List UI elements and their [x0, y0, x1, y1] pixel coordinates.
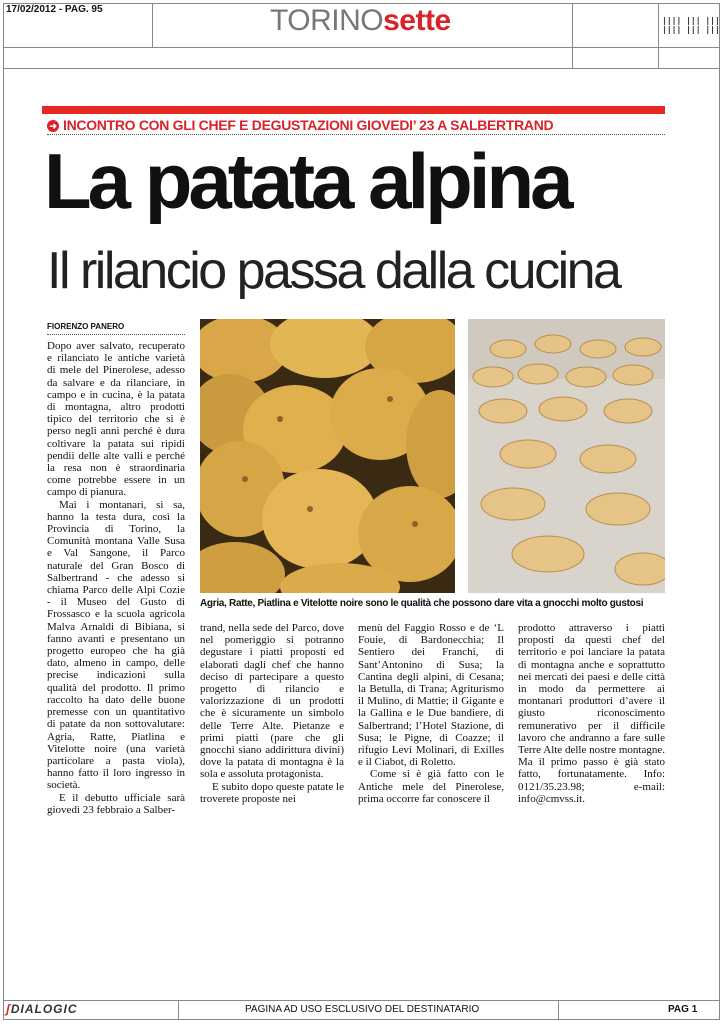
paragraph: E il debutto ufficiale sarà giovedì 23 febbraio a Salber- [47, 791, 185, 816]
logo-part2: sette [383, 4, 451, 37]
dotted-divider [47, 334, 185, 335]
kicker [47, 117, 553, 133]
newspaper-logo [270, 4, 451, 38]
logo-mark-icon: ʃ [6, 1002, 11, 1016]
headline: La patata alpina [44, 137, 570, 225]
header-divider [572, 3, 573, 68]
publication-date: 17/02/2012 - PAG. 95 [6, 4, 103, 15]
dialogic-logo [6, 1002, 78, 1016]
paragraph: trand, nella sede del Parco, dove nel pomeriggio si potranno degustare i piatti proposti ed elaborati dagli chef che hanno deciso di partecipare a questo progetto di rilancio e valorizzazione di un prodotti che è sicuramente un simbolo delle Terre Alte. Pietanze e primi piatti (pare che gli gnocchi siano addirittura divini) dove la patata di montagna è la sola e assoluta protagonista. [200, 622, 344, 781]
paragraph: Come si è già fatto con le Antiche mele del Pinerolese, prima occorre far conoscere il [358, 768, 504, 805]
footer-logo-text: DIALOGIC [10, 1002, 78, 1016]
gnocchi-photo [468, 319, 665, 593]
footer-divider [3, 1000, 720, 1001]
paragraph: Mai i montanari, si sa, hanno la testa dura, così la Provincia di Torino, la Comunità montana Valle Susa e Val Sangone, il Parco naturale del Gran Bosco di Salbertrand - che adesso si chiama Parco delle Alpi Cozie - il Museo del Gusto di Frossasco e la scuola agricola Malva Arnaldi di Bibiana, si fanno avanti e presentano un progetto europeo che ha già dato, almeno in campo, delle precise indicazioni sulla qualità del prodotto. Il primo raccolto ha dato delle buone premesse con un quantitativo di patate da non sottovalutare: Agria, Ratte, Piatlina e Vitelotte noire (una varietà particolare a pasta viola), hanno fatto il loro ingresso in società. [47, 498, 185, 792]
header-divider [658, 3, 659, 68]
logo-part1: TORINO [270, 4, 384, 37]
dotted-divider [47, 134, 665, 135]
arrow-right-icon: ➜ [47, 120, 59, 132]
article-column-1 [47, 340, 185, 816]
paragraph: prodotto attraverso i piatti proposti da questi chef del territorio e poi lanciare la patata di montagna anche e soprattutto nei mercati dei paesi e delle città in modo da permettere ai montanari produttori d’avere il giusto riconoscimento remunerativo per il difficile lavoro che andranno a fare sulle Terre Alte delle nostre montagne. Ma il primo passo è già stato fatto, fortunatamente. Info: 0121/35.23.98; e-mail: info@cmvss.it. [518, 622, 665, 805]
footer-divider [178, 1000, 179, 1020]
barcode-line: |||| ||| ||| [662, 25, 720, 34]
paragraph: Dopo aver salvato, recuperato e rilanciato le antiche varietà di mele del Pinerolese, adesso da salvare e da rilanciare, in campo e in cucina, è la patata di montagna, altro prodotti tipico del territorio che si è perso negli anni perché è dura coltivare la patata sui ripidi pendii delle alte valli e perché la resa non è straordinaria come potrebbe essere in un campo di pianura. [47, 340, 185, 499]
article-column-2 [200, 622, 344, 805]
barcode [662, 16, 720, 34]
author-byline: FIORENZO PANERO [47, 322, 125, 331]
article-column-4 [518, 622, 665, 805]
barcode-line: |||| ||| ||| [662, 16, 720, 25]
potatoes-illustration [200, 319, 455, 593]
footer-divider [558, 1000, 559, 1020]
paragraph: E subito dopo queste patate le troverete proposte nei [200, 780, 344, 805]
article-column-3 [358, 622, 504, 805]
kicker-text: INCONTRO CON GLI CHEF E DEGUSTAZIONI GIOVEDI’ 23 A SALBERTRAND [63, 117, 554, 133]
subheadline: Il rilancio passa dalla cucina [47, 242, 620, 300]
header-divider [3, 68, 720, 69]
gnocchi-illustration [468, 319, 665, 593]
potatoes-photo [200, 319, 455, 593]
paragraph: menù del Faggio Rosso e de ‘L Fouie, di Bardonecchia; Il Sentiero dei Franchi, di Sant’Antonino di Susa; la Cantina degli alpini, di Cesana; la Betulla, di Trana; Agriturismo il Mulino, di Mattie; il Gigante e la Gallina e le Due bandiere, di Salbertrand; l’Hotel Stazione, di Susa; le Pigne, di Coazze; il rifugio Levi Molinari, di Exilles e il Ciabot, di Roletto. [358, 622, 504, 769]
page-number: PAG 1 [668, 1004, 698, 1015]
red-bar [42, 106, 665, 114]
header-divider [3, 47, 720, 48]
footer-notice: PAGINA AD USO ESCLUSIVO DEL DESTINATARIO [245, 1004, 480, 1015]
header-divider [152, 3, 153, 47]
photo-caption: Agria, Ratte, Piatlina e Vitelotte noire sono le qualità che possono dare vita a gnocchi molto gustosi [200, 598, 644, 609]
